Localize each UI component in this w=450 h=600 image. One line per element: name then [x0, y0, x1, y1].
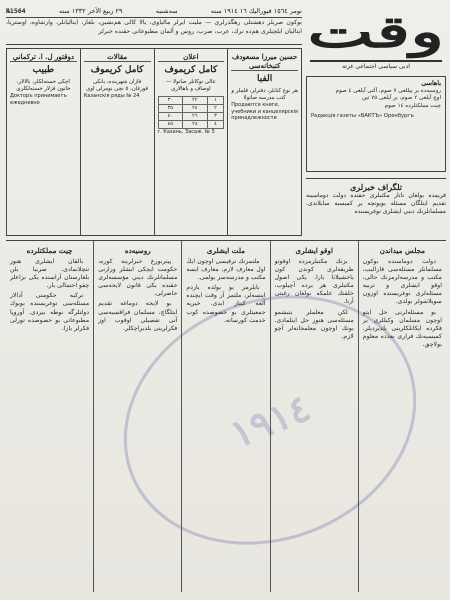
ad-title: الفبا — [256, 74, 273, 84]
table-cell: ٢ — [207, 105, 224, 113]
article-columns — [6, 240, 446, 592]
masthead — [306, 4, 446, 76]
table-cell: ٢٢ — [183, 97, 208, 105]
ad-column — [7, 49, 80, 235]
article-paragraph: بايلرمز بو يولده ياردم ايتسه‌لر، ملتمز آز وقت ايچنده آلغه كيتار ايدى. خيريه جمعيتلرى بو خصوصده كوب خدمت كورساته. — [186, 284, 266, 324]
article-column — [181, 241, 269, 592]
table-row — [158, 97, 224, 105]
article-paragraph: پيتربورغ خبرلرينه كوره، حكومت ايچكى ايشلر وزارتى مسلمانلرنك ديني مؤسسه‌لرى حقنده يكى قانون لايحه‌سى حاضرلى. — [98, 258, 178, 298]
article-paragraph: بالقان ايشلرى هنوز تنچلانمادى. صربيا بلن بلغارستان آراسنده يكى نزاعلر چقو احتمالى بار. — [9, 258, 90, 290]
table-cell: ٤٠ — [158, 113, 183, 121]
newspaper-title: وقت — [307, 7, 445, 58]
article-heading: ملت ايشلرى — [206, 246, 246, 255]
article-heading: روسيه‌ده — [124, 246, 151, 255]
article-paragraph: دولت دوماسنده بوكون مسلمانلر مسئله‌سى قاراليب، مكتب و مدرسه‌لرمزنك حالى، اوقو ايشلرى و تربيه مسئله‌لرى توغريسنده اوزون سويلاشولر بولدى. — [362, 258, 442, 306]
ad-heading: دوقتور ل. ا. تركماني — [10, 52, 77, 62]
article-paragraph: بو مسئله‌لرنى حل ايتو اوچون مسلمان وكيللرى بر فكرده ايكانلكلرينى بلديرديلر. كميسيه‌نك قرارى بعدده معلوم بولاچق. — [362, 308, 442, 348]
ad-russian: Казанскія ряды № 24 — [83, 93, 140, 99]
gregorian-date: نومر ١٥٦٤ فيوراليك ١٦ ١٩١٤ سنه — [210, 6, 302, 15]
advertisements — [6, 48, 302, 236]
article-heading: مجلس ميداندن — [379, 246, 426, 255]
lead-article — [306, 178, 446, 238]
table-cell: ٤٥ — [158, 121, 183, 129]
table-cell: ٤ — [207, 121, 224, 129]
table-cell: ٢٨ — [183, 121, 208, 129]
table-row — [158, 121, 224, 129]
lead-text: قريمده بولغان تاتار مكتبلرى حقنده دولت دوماسينه تقديم ايتلگان مسئله بويونچه بر كميسيه سايلاندى. مسلمانلرنك ديني ايشلرى توغريسنده — [306, 192, 446, 215]
subscription-heading: باهاسى — [421, 79, 441, 87]
table-row — [158, 105, 224, 113]
ad-russian: Докторъ принимаетъ ежедневно — [10, 93, 67, 106]
ad-russian: г. Казань, Засаж. № 5 — [157, 129, 215, 135]
ad-title: طبيب — [32, 65, 55, 75]
table-cell: ٣ — [207, 113, 224, 121]
subscription-line: چيت مملكتلرده ١٤ صوم — [384, 102, 441, 109]
ad-column — [80, 49, 154, 235]
article-column — [358, 241, 446, 592]
table-cell: ٣٠ — [158, 97, 183, 105]
masthead-rule — [310, 60, 442, 62]
price-table — [158, 96, 225, 129]
stamp-text: ١٩١٤ — [223, 383, 317, 457]
ad-heading: اعلان — [158, 52, 225, 62]
table-cell: ٢٤ — [183, 105, 208, 113]
ad-title: كامل كريموف — [90, 65, 144, 75]
table-cell: ٣٥ — [158, 105, 183, 113]
subscription-box — [306, 76, 446, 172]
hijri-date: ٢٩ ربيع الآخر ١٣٣٢ سنه — [58, 6, 123, 15]
subscription-line: روسيه‌ده بر ييللغى ٧ صوم، آلتى آيلغى ٤ صوم — [335, 88, 441, 95]
article-column — [6, 241, 93, 592]
article-paragraph: بزنك مكتبلرمزده اوقوتو طريقه‌لرى كوندن كون ياخشيلانا بارا. يكى اصول مكتبلرى هر يرده آچيلوب، خلقنك علمكه بولغان رغبتى آرتا. — [274, 258, 354, 306]
ad-body: عالى توكانلر صاتولا — اوصاف و باهالارى — [165, 79, 216, 92]
dateline — [6, 4, 302, 18]
ad-column — [227, 49, 301, 235]
article-paragraph: ملتمزنك ترقيسى اوچون ايڭ اول معارف لازم. معارف ايسه مكتب و مدرسه‌سز بولمى. — [186, 258, 266, 282]
table-cell: ٢٦ — [183, 113, 208, 121]
masthead-tagline: ادبى سياسى اجتماعى غزته — [342, 63, 410, 70]
article-paragraph: لكن معلملر يتيشمو مسئله‌سى هنوز حل ايتلمادى. بونك اوچون معلمخانه‌لر آچو لازم. — [274, 308, 354, 340]
ad-body: اچكى خسته‌لكلر، بالالار، خاتون قزلار خسته‌لكلرى — [16, 79, 71, 92]
ad-russian: Продаются книги, учебники и канцелярскія принадлежности — [231, 102, 298, 121]
article-paragraph: بو لايحه دوماغه تقديم ايتلگاچ، مسلمان فراقسيه‌سى آنى تفصيلى اوقوب اوز فكرلرينى بلديراچكلر. — [98, 300, 178, 332]
ad-heading: حسين ميرزا مسعودف كتبخانه‌سى — [231, 52, 298, 70]
article-heading: اوقو ايشلرى — [295, 246, 333, 255]
lead-title: تلگراف خبرلرى — [350, 182, 402, 192]
table-cell: ١ — [207, 97, 224, 105]
ad-column — [154, 49, 228, 235]
ad-title: كامل كريموف — [164, 65, 218, 75]
ad-heading: مقالات — [84, 52, 151, 62]
subscription-russian: Редакція газеты «ВАКТЪ» Оренбургъ — [311, 112, 414, 119]
table-row — [158, 113, 224, 121]
headline-banner: بوكون صربلر دهشتلى رهگذرلرى — مليت ايرلر مالياوى، يالا كالى هم‌نشين، بلغار، ايتاليانلر، وارشاوه، اوستريا، ايتاليان ايلچيلرى هم‌ده ترك، عرب، صرب، روس و آلمان مطبوعاتى حقنده خبرلر — [6, 19, 302, 45]
issue-number: №1564 — [6, 6, 26, 15]
article-column — [93, 241, 181, 592]
article-heading: چيت مملكتلرده — [26, 246, 73, 255]
article-column — [270, 241, 358, 592]
ad-body: هر نوع كتابلر، دفترلر، قلملر و كتب مدرسه صاتولا — [231, 88, 298, 101]
article-paragraph: تركيه حكومتى آدالار مسئله‌سى توغريسنده بويوك دولتلرگه نوطه بيردى. آوروپا مطبوعاتى بو خصوصده تورلى فكرلر يازا. — [9, 292, 90, 332]
ad-body: قازان شهرينده، يانكى قورغان، ٥ نچى نومرلى اوى — [86, 79, 149, 92]
subscription-line: اوچ آيلغى ٢ صوم، بر آيلغى ٧٥ تين — [361, 95, 441, 102]
weekday: سه‌شنبه — [155, 6, 178, 15]
